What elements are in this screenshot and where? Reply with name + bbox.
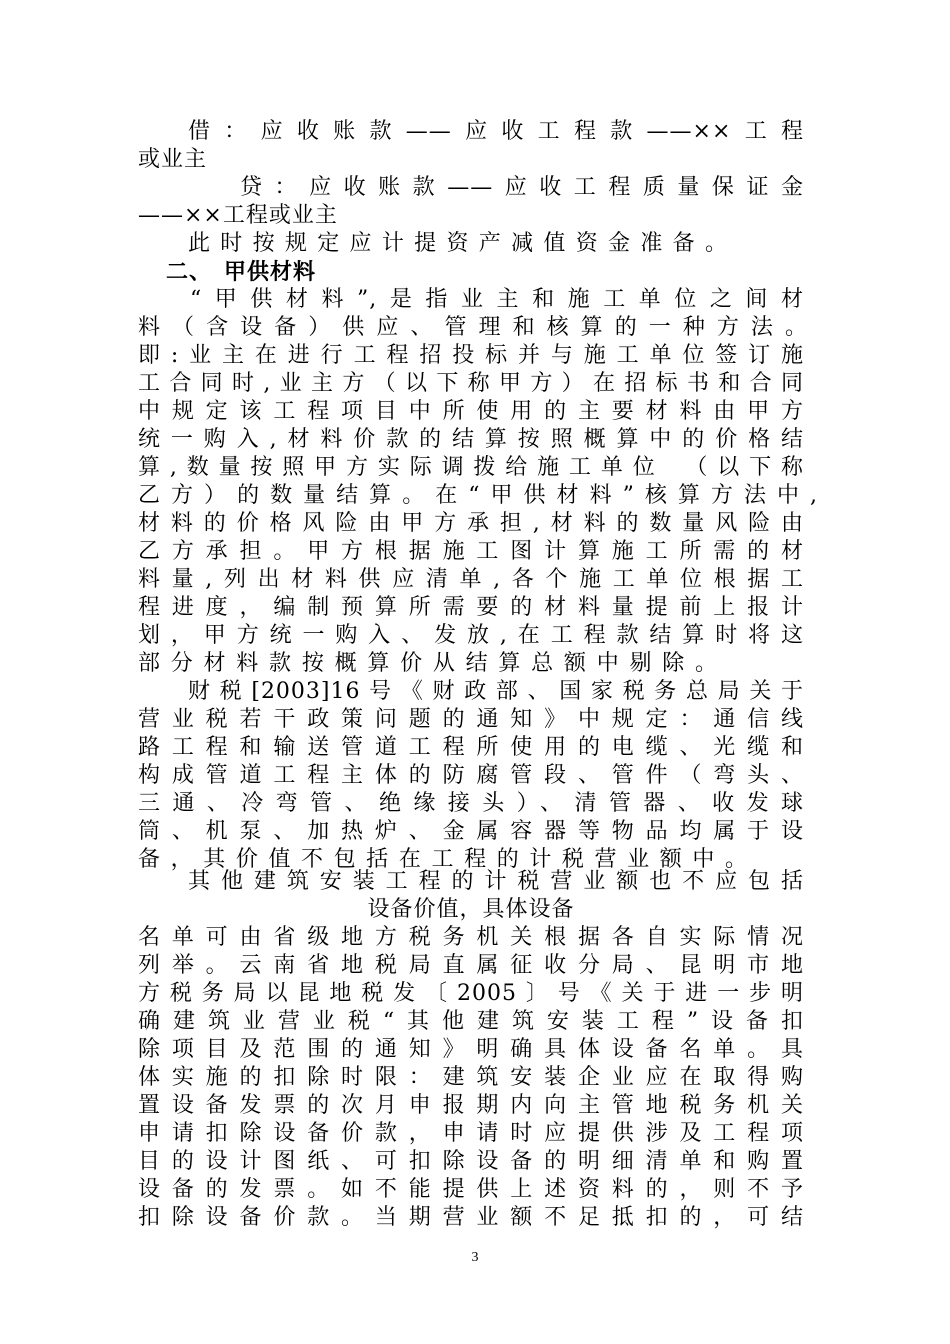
text-line: 中规定该工程项目中所使用的主要材料由甲方 bbox=[138, 399, 804, 424]
text-line: 程进度，编制预算所需要的材料量提前上报计 bbox=[138, 595, 804, 620]
text-line: 置设备发票的次月申报期内向主管地税务机关 bbox=[138, 1093, 804, 1118]
text-line: 构成管道工程主体的防腐管段、管件（弯头、 bbox=[138, 763, 804, 788]
text-line: 料量,列出材料供应清单,各个施工单位根据工 bbox=[138, 567, 804, 592]
text-line: 借：应收账款——应收工程款——××工程 bbox=[188, 119, 804, 144]
text-line: 设备价值，具体设备 bbox=[367, 897, 575, 922]
text-line: 统一购入,材料价款的结算按照概算中的价格结 bbox=[138, 427, 804, 452]
text-line: 营业税若干政策问题的通知》中规定：通信线 bbox=[138, 707, 804, 732]
text-line: 即:业主在进行工程招投标并与施工单位签订施 bbox=[138, 343, 804, 368]
section-heading: 二、 甲供材料 bbox=[166, 259, 317, 285]
text-line: 列举。云南省地税局直属征收分局、昆明市地 bbox=[138, 953, 804, 978]
text-line: 除项目及范围的通知》明确具体设备名单。具 bbox=[138, 1037, 804, 1062]
text-line: 三通、冷弯管、绝缘接头）、清管器、收发球 bbox=[138, 791, 804, 816]
text-line: 工合同时,业主方（以下称甲方）在招标书和合同 bbox=[138, 371, 804, 396]
text-line: 设备的发票。如不能提供上述资料的，则不予 bbox=[138, 1177, 804, 1202]
text-line: 料（含设备）供应、管理和核算的一种方法。 bbox=[138, 315, 808, 340]
text-line: 目的设计图纸、可扣除设备的明细清单和购置 bbox=[138, 1149, 804, 1174]
text-line: 路工程和输送管道工程所使用的电缆、光缆和 bbox=[138, 735, 804, 760]
text-line: 确建筑业营业税“其他建筑安装工程”设备扣 bbox=[138, 1009, 804, 1034]
text-line: 贷：应收账款——应收工程质量保证金 bbox=[240, 175, 804, 200]
text-line: 体实施的扣除时限：建筑安装企业应在取得购 bbox=[138, 1065, 804, 1090]
text-line: 乙方）的数量结算。在“甲供材料”核算方法中, bbox=[138, 483, 818, 508]
text-line: 方税务局以昆地税发〔2005〕号《关于进一步明 bbox=[138, 981, 804, 1006]
text-line: “甲供材料”,是指业主和施工单位之间材 bbox=[190, 287, 804, 312]
text-line: ——××工程或业主 bbox=[138, 203, 338, 228]
page-number: 3 bbox=[471, 1250, 479, 1265]
text-line: 此时按规定应计提资产减值资金准备。 bbox=[188, 231, 728, 256]
text-line: 筒、机泵、加热炉、金属容器等物品均属于设 bbox=[138, 819, 804, 844]
text-line: 划，甲方统一购入、发放,在工程款结算时将这 bbox=[138, 623, 804, 648]
text-line: 部分材料款按概算价从结算总额中剔除。 bbox=[138, 651, 718, 676]
text-line: 财税[2003]16号《财政部、国家税务总局关于 bbox=[188, 679, 804, 704]
text-line: 申请扣除设备价款，申请时应提供涉及工程项 bbox=[138, 1121, 804, 1146]
text-line: 乙方承担。甲方根据施工图计算施工所需的材 bbox=[138, 539, 804, 564]
text-line: 或业主 bbox=[138, 147, 208, 172]
text-line: 扣除设备价款。当期营业额不足抵扣的，可结 bbox=[138, 1205, 804, 1230]
text-line: 备，其价值不包括在工程的计税营业额中。 bbox=[138, 847, 748, 872]
text-line: 其他建筑安装工程的计税营业额也不应包括 bbox=[188, 869, 804, 894]
text-line: 名单可由省级地方税务机关根据各自实际情况 bbox=[138, 925, 804, 950]
text-line: 算,数量按照甲方实际调拨给施工单位 （以下称 bbox=[138, 455, 804, 480]
text-line: 材料的价格风险由甲方承担,材料的数量风险由 bbox=[138, 511, 804, 536]
